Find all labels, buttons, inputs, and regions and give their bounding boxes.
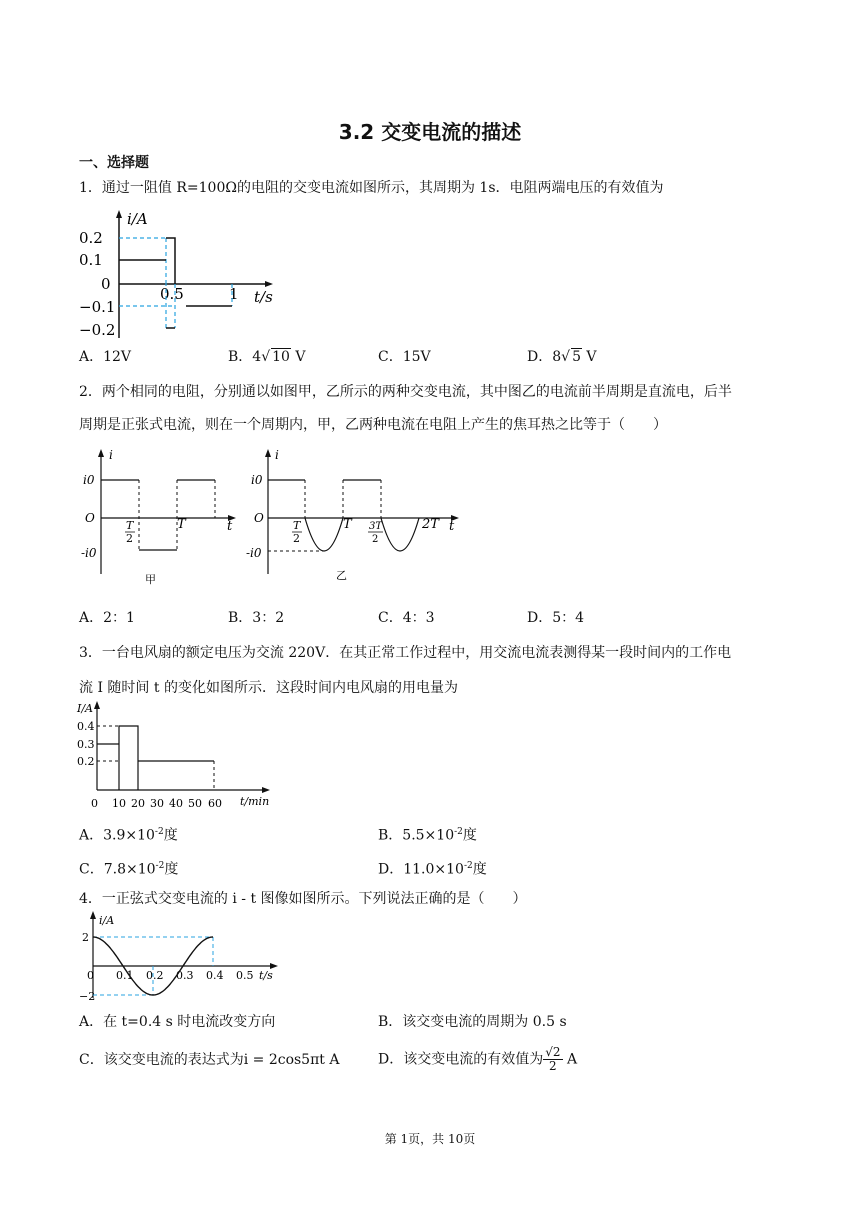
q4-option-a[interactable]: A．在 t=0.4 s 时电流改变方向 bbox=[79, 1014, 276, 1030]
q2b-two-period: 2T bbox=[422, 517, 439, 532]
q4-xtick: 0 bbox=[87, 969, 94, 982]
q1-y-arrow bbox=[116, 210, 122, 218]
q1-ytick: −0.2 bbox=[79, 321, 116, 339]
q4-xtick: 0.2 bbox=[146, 969, 164, 982]
q4-sine-graph bbox=[79, 910, 279, 1005]
q2b-ylabel: i bbox=[275, 448, 279, 462]
question-2-text-line1: 2．两个相同的电阻，分别通以如图甲，乙所示的两种交变电流，其中图乙的电流前半周期是直流电，后半 bbox=[79, 384, 732, 400]
question-4-text: 4．一正弦式交变电流的 i - t 图像如图所示。下列说法正确的是（ ） bbox=[79, 891, 527, 907]
q1-option-d-unit: V bbox=[581, 349, 597, 365]
q2-option-d[interactable]: D．5：4 bbox=[527, 610, 585, 626]
q3-option-b[interactable]: B．$5.5\times 10^{-2}$度 bbox=[378, 827, 477, 844]
q2a-origin: O bbox=[85, 511, 95, 525]
q4-ytick: 2 bbox=[82, 931, 89, 944]
q1-ylabel: i/A bbox=[127, 210, 148, 228]
question-2-text-line2: 周期是正张式电流，则在一个周期内，甲，乙两种电流在电阻上产生的焦耳热之比等于（ ） bbox=[79, 417, 667, 433]
q2a-caption: 甲 bbox=[145, 573, 156, 586]
q1-ytick: 0.1 bbox=[79, 251, 103, 269]
q2b-neg-i0: -i0 bbox=[246, 546, 262, 560]
q3-xtick: 50 bbox=[188, 797, 202, 810]
q2b-xlabel: t bbox=[449, 519, 455, 534]
q3-xtick: 20 bbox=[131, 797, 145, 810]
q3-xtick: 10 bbox=[112, 797, 126, 810]
q4-xtick: 0.3 bbox=[176, 969, 194, 982]
q1-xlabel: t/s bbox=[254, 288, 273, 306]
q2b-period: T bbox=[343, 517, 352, 532]
q1-option-b-coef: B．4 bbox=[228, 349, 262, 365]
q1-ytick: 0 bbox=[101, 275, 111, 293]
q1-option-b-unit: V bbox=[290, 349, 306, 365]
q1-x-arrow bbox=[265, 281, 273, 287]
q2a-half-period-den: 2 bbox=[126, 532, 133, 545]
q2a-neg-i0: -i0 bbox=[81, 546, 97, 560]
q3-option-a[interactable]: A．$3.9\times 10^{-2}$度 bbox=[79, 827, 178, 844]
q2b-origin: O bbox=[254, 511, 264, 525]
q4-option-d[interactable] bbox=[378, 1046, 577, 1073]
q4-ytick: −2 bbox=[79, 990, 96, 1003]
q3-xlabel: t/min bbox=[240, 795, 270, 808]
page-footer: 第 1页，共 10页 bbox=[384, 1132, 476, 1146]
q2-graph-yi bbox=[244, 446, 469, 591]
q4-option-d-unit: A bbox=[562, 1051, 578, 1068]
q4-xtick: 0.4 bbox=[206, 969, 224, 982]
q1-current-graph bbox=[79, 208, 279, 343]
q2a-i0: i0 bbox=[83, 473, 95, 487]
page-title: 3.2 交变电流的描述 bbox=[338, 120, 522, 144]
q4-xlabel: t/s bbox=[259, 969, 273, 982]
q4-option-d-fraction: $\frac{√2}{2}$ bbox=[545, 1045, 561, 1073]
q3-current-graph bbox=[75, 698, 275, 813]
q2b-3half-den: 2 bbox=[372, 534, 379, 545]
q1-option-b[interactable]: B．4√ 10 V bbox=[228, 349, 306, 365]
q3-ylabel: I/A bbox=[77, 702, 93, 715]
q4-xtick: 0.5 bbox=[236, 969, 254, 982]
q1-option-b-radicand: 10 bbox=[272, 349, 290, 365]
q2-option-b[interactable]: B．3：2 bbox=[228, 610, 285, 626]
q3-xtick: 60 bbox=[208, 797, 222, 810]
q2-option-a[interactable]: A．2：1 bbox=[79, 610, 135, 626]
q1-option-d-coef: D．8 bbox=[527, 349, 562, 365]
q4-xtick: 0.1 bbox=[116, 969, 134, 982]
q3-xtick: 40 bbox=[169, 797, 183, 810]
q1-option-d[interactable]: D．8√ 5 V bbox=[527, 349, 597, 365]
q2-graph-jia bbox=[79, 446, 244, 591]
q3-option-c[interactable]: C．$7.8\times 10^{-2}$度 bbox=[79, 861, 179, 878]
q1-option-a[interactable]: A．12V bbox=[79, 349, 132, 365]
q2a-xlabel: t bbox=[227, 519, 233, 534]
question-3-text-line2: 流 I 随时间 t 的变化如图所示．这段时间内电风扇的用电量为 bbox=[79, 680, 458, 696]
q2b-half-period-den: 2 bbox=[293, 532, 300, 545]
q3-ytick: 0.4 bbox=[77, 720, 95, 733]
q3-ytick: 0.3 bbox=[77, 738, 95, 751]
q2b-i0: i0 bbox=[251, 473, 263, 487]
q1-ytick: 0.2 bbox=[79, 229, 103, 247]
q1-xtick: 1 bbox=[229, 285, 239, 303]
question-3-text-line1: 3．一台电风扇的额定电压为交流 220V．在其正常工作过程中，用交流电流表测得某一段时间内的工作电 bbox=[79, 645, 732, 661]
q2a-half-period-num: T bbox=[126, 519, 134, 532]
q3-option-d[interactable]: D．$11.0\times 10^{-2}$度 bbox=[378, 861, 487, 878]
q3-xtick: 30 bbox=[150, 797, 164, 810]
q4-option-c[interactable]: C．该交变电流的表达式为i = 2cos5πt A bbox=[79, 1052, 340, 1068]
q3-ytick: 0.2 bbox=[77, 755, 95, 768]
q4-option-b[interactable]: B．该交变电流的周期为 0.5 s bbox=[378, 1014, 567, 1030]
q2b-half-period-num: T bbox=[293, 519, 301, 532]
q1-option-c[interactable]: C．15V bbox=[378, 349, 431, 365]
q1-ytick: −0.1 bbox=[79, 298, 116, 316]
q1-xtick: 0.5 bbox=[160, 285, 184, 303]
section-heading: 一、选择题 bbox=[79, 155, 149, 171]
q3-xtick: 0 bbox=[91, 797, 98, 810]
q2b-caption: 乙 bbox=[336, 569, 347, 582]
q2a-ylabel: i bbox=[109, 448, 113, 462]
q2a-period: T bbox=[177, 517, 186, 532]
q4-option-d-text: D．该交变电流的有效值为 bbox=[378, 1051, 544, 1068]
q1-option-d-radicand: 5 bbox=[572, 349, 581, 365]
question-1-text: 1．通过一阻值 R=100Ω的电阻的交变电流如图所示，其周期为 1s．电阻两端电压的有效值为 bbox=[79, 180, 664, 196]
q4-ylabel: i/A bbox=[99, 914, 115, 927]
q2-option-c[interactable]: C．4：3 bbox=[378, 610, 435, 626]
q2b-3half-num: 3T bbox=[369, 521, 383, 532]
